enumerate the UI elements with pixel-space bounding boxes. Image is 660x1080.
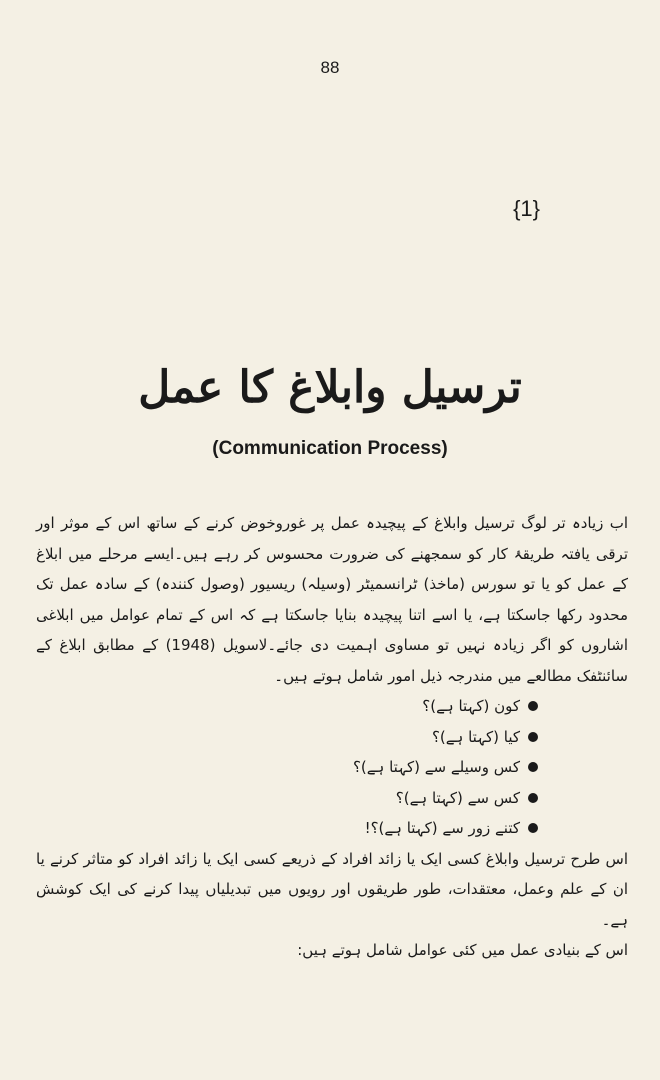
question-list: [36, 691, 628, 844]
bullet-icon: [528, 823, 538, 833]
list-item: کس وسیلے سے (کہتا ہے)؟: [36, 752, 538, 783]
list-item: کون (کہتا ہے)؟: [36, 691, 538, 722]
bullet-icon: [528, 701, 538, 711]
body-text: [36, 508, 628, 966]
bullet-icon: [528, 793, 538, 803]
list-item: کتنے زور سے (کہتا ہے)؟!: [36, 813, 538, 844]
paragraph-intro: اب زیادہ تر لوگ ترسیل وابلاغ کے پیچیدہ عمل پر غوروخوض کرنے کے ساتھ اس کے موثر اور ترقی یافتہ طریقۂ کار کو سمجھنے کی ضرورت محسوس کر رہے ہیں۔ایسے مرحلے میں ابلاغ کے عمل کو یا تو سورس (ماخذ) ٹرانسمیٹر (وسیلہ) ریسیور (وصول کنندہ) کے سادہ عمل تک محدود رکھا جاسکتا ہے، یا اسے اتنا پیچیدہ بنایا جاسکتا ہے کہ اس کے تمام عوامل میں ابلاغی اشاروں کو اگر زیادہ نہیں تو مساوی اہمیت دی جائے۔لاسویل (1948) کے مطابق ابلاغ کے سائنٹفک مطالعے میں مندرجہ ذیل امور شامل ہوتے ہیں۔: [36, 514, 628, 685]
list-item: کیا (کہتا ہے)؟: [36, 722, 538, 753]
chapter-title-english: (Communication Process): [212, 438, 448, 459]
chapter-number: {1}: [513, 196, 540, 221]
paragraph-factors: اس کے بنیادی عمل میں کئی عوامل شامل ہوتے ہیں:: [297, 941, 628, 959]
bullet-icon: [528, 732, 538, 742]
page-number: 88: [320, 58, 340, 77]
chapter-title-urdu: ترسیل وابلاغ کا عمل: [138, 362, 522, 413]
bullet-icon: [528, 762, 538, 772]
list-item: کس سے (کہتا ہے)؟: [36, 783, 538, 814]
paragraph-definition: اس طرح ترسیل وابلاغ کسی ایک یا زائد افراد کے ذریعے کسی ایک یا زائد افراد کو متاثر کرنے یا ان کے علم وعمل، معتقدات، طور طریقوں اور رویوں میں تبدیلیاں پیدا کرنے کی ایک کوشش ہے۔: [36, 849, 628, 929]
